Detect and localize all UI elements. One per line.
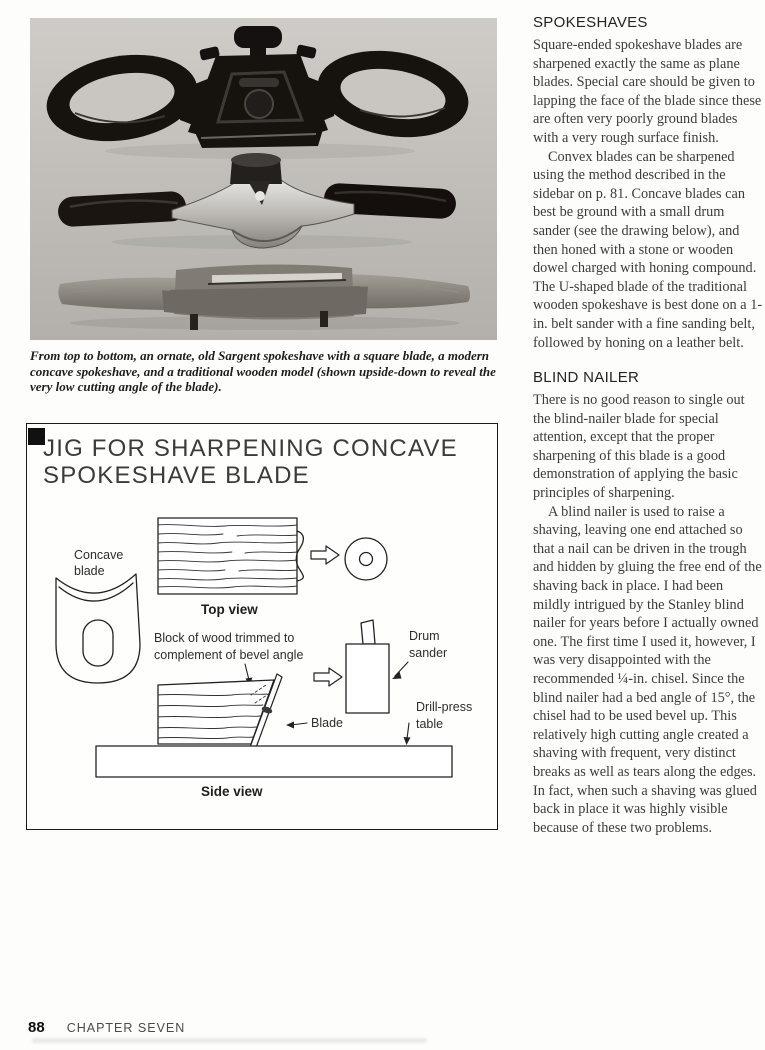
section-paragraph: Square-ended spokeshave blades are sharpened exactly the same as plane blades. Special care should be given to lapping the face of the blade since these are often very poorly ground blades with a very rough surface finish. <box>533 37 762 146</box>
blade-arrow <box>286 722 307 729</box>
spokeshaves-photo <box>30 18 497 340</box>
chapter-title: CHAPTER SEVEN <box>66 1021 186 1035</box>
drill-press-label-line1: Drill-press <box>416 700 473 714</box>
drill-press-label-line2: table <box>416 717 444 731</box>
block-note-line2: complement of bevel angle <box>154 648 304 662</box>
spokeshaves-photo-art <box>30 18 497 340</box>
section-heading: BLIND NAILER <box>533 369 640 387</box>
drum-sander-label-line1: Drum <box>409 629 440 643</box>
top-view-block <box>158 518 303 594</box>
section-paragraph: There is no good reason to single out the blind-nailer blade for special attention, except that the proper sharpening of this blade is a good demonstration of applying the basic principles of sharpening. <box>533 392 745 502</box>
diagram-title-line1: JIG FOR SHARPENING CONCAVE <box>43 435 458 462</box>
section-heading: SPOKESHAVES <box>533 14 648 31</box>
drill-press-table-drawing <box>96 746 452 777</box>
concave-blade-drawing <box>56 574 140 683</box>
section-paragraph: Convex blades can be sharpened using the method described in the sidebar on p. 81. Concave blades can best be ground with a small drum sander (see the drawing below), and then honed with a stone or wooden dowel charged with honing compound. The U-shaped blade of the traditional wooden spokeshave is best done on a 1-in. belt sander with a fine sanding belt, followed by honing on a leather belt. <box>533 148 763 351</box>
side-view-label: Side view <box>201 784 263 799</box>
section-paragraph: A blind nailer is used to raise a shaving, leaving one end attached so that a nail can be driven in the trough and hidden by gluing the free end of the shaving back in place. I had been mildly intrigued by the Stanley blind nailer for years before I actually owned one. The first time I used it, however, I was very disappointed with the recommended ¼-in. chisel. Since the blind nailer had a bed angle of 15°, the chisel had to be used bevel up. This relatively high cutting angle created a shaving with frequent, very distinct breaks as well as tears along the edges. In fact, when such a shaving was glued back in place it was highly visible because of these two problems. <box>533 503 762 836</box>
block-note-line1: Block of wood trimmed to <box>154 631 295 645</box>
diagram-title-line2: SPOKESHAVE BLADE <box>43 462 310 489</box>
page-edge-ghost <box>32 1038 427 1043</box>
drill-press-arrow <box>404 723 411 745</box>
drum-sander-label-line2: sander <box>409 646 448 660</box>
concave-blade-label-line2: blade <box>74 564 105 578</box>
drum-sander-side-view <box>346 620 389 713</box>
arrow-right-icon <box>311 546 339 564</box>
arrow-right-icon <box>314 668 342 686</box>
drum-sander-arrow <box>392 662 408 679</box>
top-view-label: Top view <box>201 602 258 617</box>
page-footer <box>28 1019 185 1036</box>
concave-blade-label-line1: Concave <box>74 548 124 562</box>
section-blind-nailer <box>533 369 764 837</box>
diagram-drawing <box>27 424 499 831</box>
photo-caption: From top to bottom, an ornate, old Sargent spokeshave with a square blade, a modern concave spokeshave, and a traditional wooden model (shown upside-down to reveal the very low cutting angle of the blade). <box>30 348 496 394</box>
blade-label: Blade <box>311 716 343 730</box>
text-column <box>533 14 764 851</box>
section-spokeshaves <box>533 14 764 352</box>
jig-diagram <box>26 423 498 830</box>
drum-sander-top-view <box>345 538 387 580</box>
page-number: 88 <box>28 1019 45 1036</box>
